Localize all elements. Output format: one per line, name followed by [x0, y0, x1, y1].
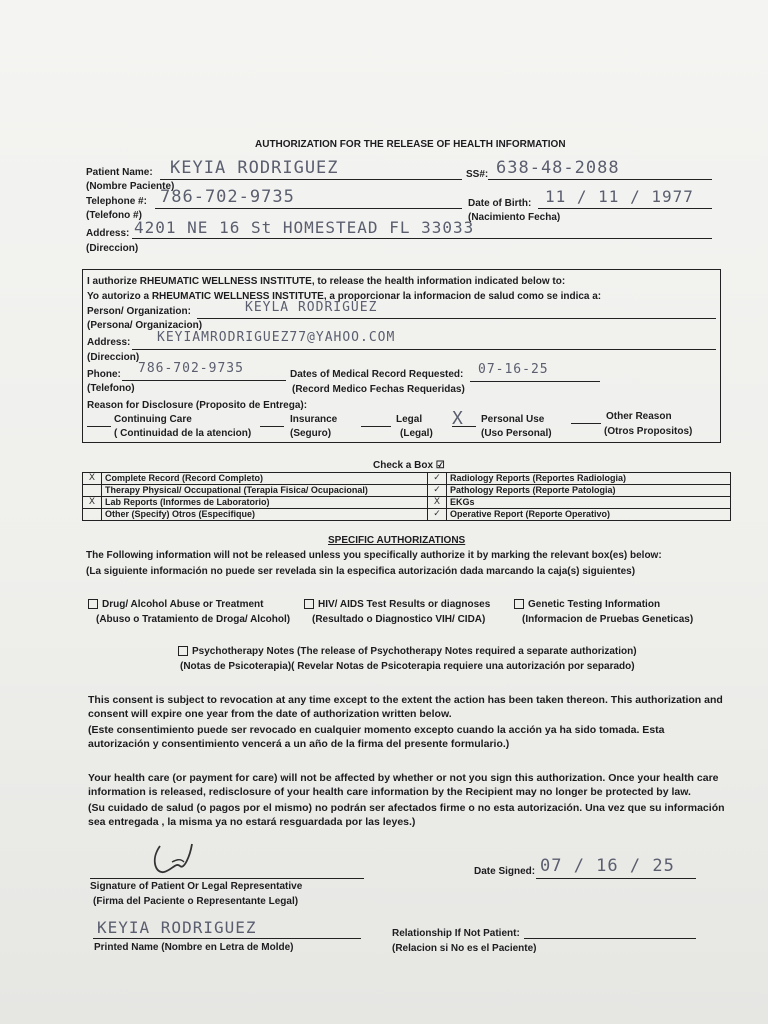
radiology-mark[interactable]: ✓ [428, 473, 447, 485]
operative-label: Operative Report (Reporte Operativo) [447, 509, 731, 521]
reason-personal-mark: X [452, 408, 464, 429]
genetic-testing-option[interactable] [514, 599, 660, 610]
operative-mark[interactable]: ✓ [428, 509, 447, 521]
date-signed-value[interactable]: 07 / 16 / 25 [540, 856, 675, 876]
ekgs-mark[interactable]: X [428, 497, 447, 509]
psychotherapy-label-es: (Notas de Psicoterapia)( Revelar Notas de Psicoterapia requiere una autorización por separado) [180, 661, 635, 672]
hiv-aids-checkbox[interactable] [304, 599, 314, 609]
recipient-phone-label-es: (Telefono) [87, 383, 135, 394]
patient-name-label: Patient Name: [86, 167, 153, 178]
drug-alcohol-label: Drug/ Alcohol Abuse or Treatment [102, 599, 264, 610]
dates-requested-label: Dates of Medical Record Requested: [290, 369, 464, 380]
dob-value[interactable]: 11 / 11 / 1977 [545, 187, 694, 206]
dates-requested-value[interactable]: 07-16-25 [478, 362, 549, 377]
table-row [83, 473, 731, 485]
consent-revocation-es: (Este consentimiento puede ser revocado en cualquier momento excepto cuando la acción ya ha sido tomada. Esta autorización y consentimiento vencerá a un año de la firma del presente formulario.) [88, 724, 665, 750]
form-title: AUTHORIZATION FOR THE RELEASE OF HEALTH INFORMATION [255, 139, 566, 150]
telephone-value[interactable]: 786-702-9735 [160, 187, 295, 207]
therapy-label: Therapy Physical/ Occupational (Terapia Fisica/ Ocupacional) [102, 485, 428, 497]
address-value[interactable]: 4201 NE 16 St HOMESTEAD FL 33033 [134, 218, 475, 237]
ssn-value[interactable]: 638-48-2088 [496, 158, 620, 178]
table-row [83, 485, 731, 497]
recipient-phone-label: Phone: [87, 369, 121, 380]
complete-record-label: Complete Record (Record Completo) [102, 473, 428, 485]
recipient-address-label: Address: [87, 337, 131, 348]
pathology-mark[interactable]: ✓ [428, 485, 447, 497]
date-signed-label: Date Signed: [474, 866, 536, 877]
table-row [83, 497, 731, 509]
reason-legal[interactable]: Legal [396, 414, 423, 425]
reason-legal-es: (Legal) [400, 428, 433, 439]
patient-name-value[interactable]: KEYIA RODRIGUEZ [170, 158, 339, 178]
lab-reports-mark[interactable]: X [83, 497, 102, 509]
table-row [83, 509, 731, 521]
person-org-value[interactable]: KEYLA RODRIGUEZ [245, 300, 378, 315]
patient-name-label-es: (Nombre Paciente) [86, 181, 175, 192]
reason-personal-use-es: (Uso Personal) [481, 428, 552, 439]
reason-other[interactable]: Other Reason [606, 411, 672, 422]
person-org-label: Person/ Organization: [87, 306, 191, 317]
specific-authorizations-heading: SPECIFIC AUTHORIZATIONS [328, 535, 466, 546]
person-org-label-es: (Persona/ Organizacion) [87, 320, 203, 331]
psychotherapy-checkbox[interactable] [178, 646, 188, 656]
signature-label-es: (Firma del Paciente o Representante Legal) [93, 896, 299, 907]
dates-requested-label-es: (Record Medico Fechas Requeridas) [292, 384, 465, 395]
consent-revocation-en: This consent is subject to revocation at any time except to the extent the action has been taken thereon. This authorization and consent will expire one year from the date of authorization written below. [88, 694, 723, 720]
signature-label: Signature of Patient Or Legal Representative [90, 881, 303, 892]
reason-label: Reason for Disclosure (Proposito de Entrega): [87, 400, 308, 411]
reason-personal-use[interactable]: Personal Use [481, 414, 545, 425]
address-label-es: (Direccion) [86, 243, 139, 254]
address-label: Address: [86, 228, 130, 239]
recipient-address-value[interactable]: KEYIAMRODRIGUEZ77@YAHOO.COM [157, 330, 396, 345]
drug-alcohol-checkbox[interactable] [88, 599, 98, 609]
genetic-testing-checkbox[interactable] [514, 599, 524, 609]
hiv-aids-option[interactable] [304, 599, 490, 610]
dob-label: Date of Birth: [468, 198, 532, 209]
pathology-label: Pathology Reports (Reporte Patologia) [447, 485, 731, 497]
reason-insurance[interactable]: Insurance [290, 414, 338, 425]
check-a-box-header: Check a Box ☑ [373, 460, 445, 471]
hiv-aids-label: HIV/ AIDS Test Results or diagnoses [318, 599, 491, 610]
authorize-line-en: I authorize RHEUMATIC WELLNESS INSTITUTE, to release the health information indicated below to: [87, 276, 566, 287]
drug-alcohol-label-es: (Abuso o Tratamiento de Droga/ Alcohol) [96, 614, 291, 625]
complete-record-mark[interactable]: X [83, 473, 102, 485]
psychotherapy-option[interactable] [178, 646, 637, 657]
dob-label-es: (Nacimiento Fecha) [468, 212, 561, 223]
reason-continuing-care[interactable]: Continuing Care [114, 414, 192, 425]
ssn-label: SS#: [466, 169, 489, 180]
authorize-line-es: Yo autorizo a RHEUMATIC WELLNESS INSTITUTE, a proporcionar la informacion de salud como se indica a: [87, 291, 602, 302]
other-label: Other (Specify) Otros (Especifique) [102, 509, 428, 521]
reason-insurance-es: (Seguro) [290, 428, 332, 439]
care-notice-es: (Su cuidado de salud (o pagos por el mismo) no podrán ser afectados firme o no esta autorización. Una vez que su información sea entregada , la misma ya no estará resguardada por las leyes.) [88, 802, 725, 828]
specific-intro-es: (La siguiente información no puede ser revelada sin la especifica autorización dada marcando la caja(s) siguientes) [86, 566, 636, 577]
drug-alcohol-option[interactable] [88, 599, 264, 610]
reason-continuing-care-es: ( Continuidad de la atencion) [114, 428, 252, 439]
printed-name-value[interactable]: KEYIA RODRIGUEZ [97, 918, 257, 937]
record-type-table [82, 472, 731, 521]
genetic-testing-label: Genetic Testing Information [528, 599, 661, 610]
recipient-address-label-es: (Direccion) [87, 352, 140, 363]
other-mark[interactable] [83, 509, 102, 521]
genetic-testing-label-es: (Informacion de Pruebas Geneticas) [522, 614, 694, 625]
telephone-label-es: (Telefono #) [86, 210, 142, 221]
care-notice-en: Your health care (or payment for care) will not be affected by whether or not you sign this authorization. Once your health care information is released, redisclosure of your health care information by the Recipient may no longer be protected by law. [88, 772, 719, 798]
radiology-label: Radiology Reports (Reportes Radiologia) [447, 473, 731, 485]
ekgs-label: EKGs [447, 497, 731, 509]
relationship-label: Relationship If Not Patient: [392, 928, 520, 939]
hiv-aids-label-es: (Resultado o Diagnostico VIH/ CIDA) [312, 614, 486, 625]
reason-other-es: (Otros Propositos) [604, 426, 693, 437]
lab-reports-label: Lab Reports (Informes de Laboratorio) [102, 497, 428, 509]
therapy-mark[interactable] [83, 485, 102, 497]
patient-signature [150, 840, 210, 886]
telephone-label: Telephone #: [86, 196, 147, 207]
specific-intro-en: The Following information will not be released unless you specifically authorize it by marking the relevant box(es) below: [86, 550, 662, 561]
relationship-label-es: (Relacion si No es el Paciente) [392, 943, 537, 954]
printed-name-label: Printed Name (Nombre en Letra de Molde) [94, 942, 294, 953]
psychotherapy-label: Psychotherapy Notes (The release of Psychotherapy Notes required a separate authorization) [192, 646, 637, 657]
recipient-phone-value[interactable]: 786-702-9735 [138, 361, 244, 376]
